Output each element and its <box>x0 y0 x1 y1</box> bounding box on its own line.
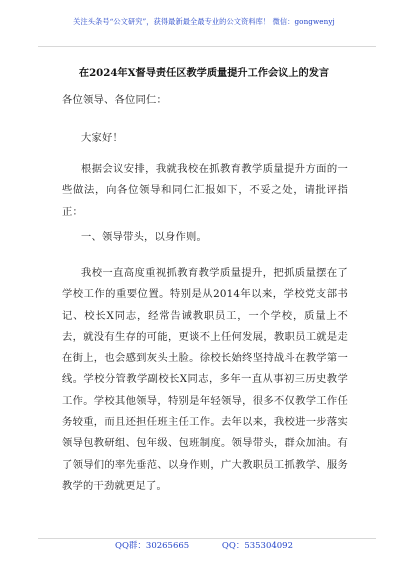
salutation: 各位领导、各位同仁： <box>62 94 167 106</box>
intro-paragraph: 根据会议安排，我就我校在抓教育教学质量提升方面的一些做法，向各位领导和同仁汇报如下，不妥之处，请批评指正： <box>62 163 348 218</box>
qq-number: QQ：535304092 <box>221 541 293 551</box>
header-divider <box>38 46 376 47</box>
footer-contact <box>0 539 408 551</box>
greeting: 大家好！ <box>81 132 123 144</box>
main-paragraph: 我校一直高度重视抓教育教学质量提升，把抓质量摆在了学校工作的重要位置。特别是从2014年以来，学校党支部书记、校长X同志，经常告诫教职员工，一个学校，质量上不去，就没有生存的可能，更谈不上任何发展，教职员工就是走在街上，也会感到灰头土脸。徐校长始终坚持战斗在教学第一线。学校分管教学副校长X同志，多年一直从事初三历史教学工作。学校其他领导，特别是年轻领导，很多不仅教学工作任务较重，而且还担任班主任工作。去年以来，我校进一步落实领导包教研组、包年级、包班制度。领导带头，群众加油。有了领导们的率先垂范、以身作则，广大教职员工抓教学、服务教学的干劲就更足了。 <box>62 267 348 492</box>
qq-group-number: QQ群：30265665 <box>114 541 190 551</box>
promo-banner: 关注头条号“公文研究”，获得最新最全最专业的公文资料库！ 微信：gongwenyj <box>73 17 335 26</box>
section-heading: 一、领导带头，以身作则。 <box>81 231 207 243</box>
document-title: 在2024年X督导责任区教学质量提升工作会议上的发言 <box>78 67 330 79</box>
